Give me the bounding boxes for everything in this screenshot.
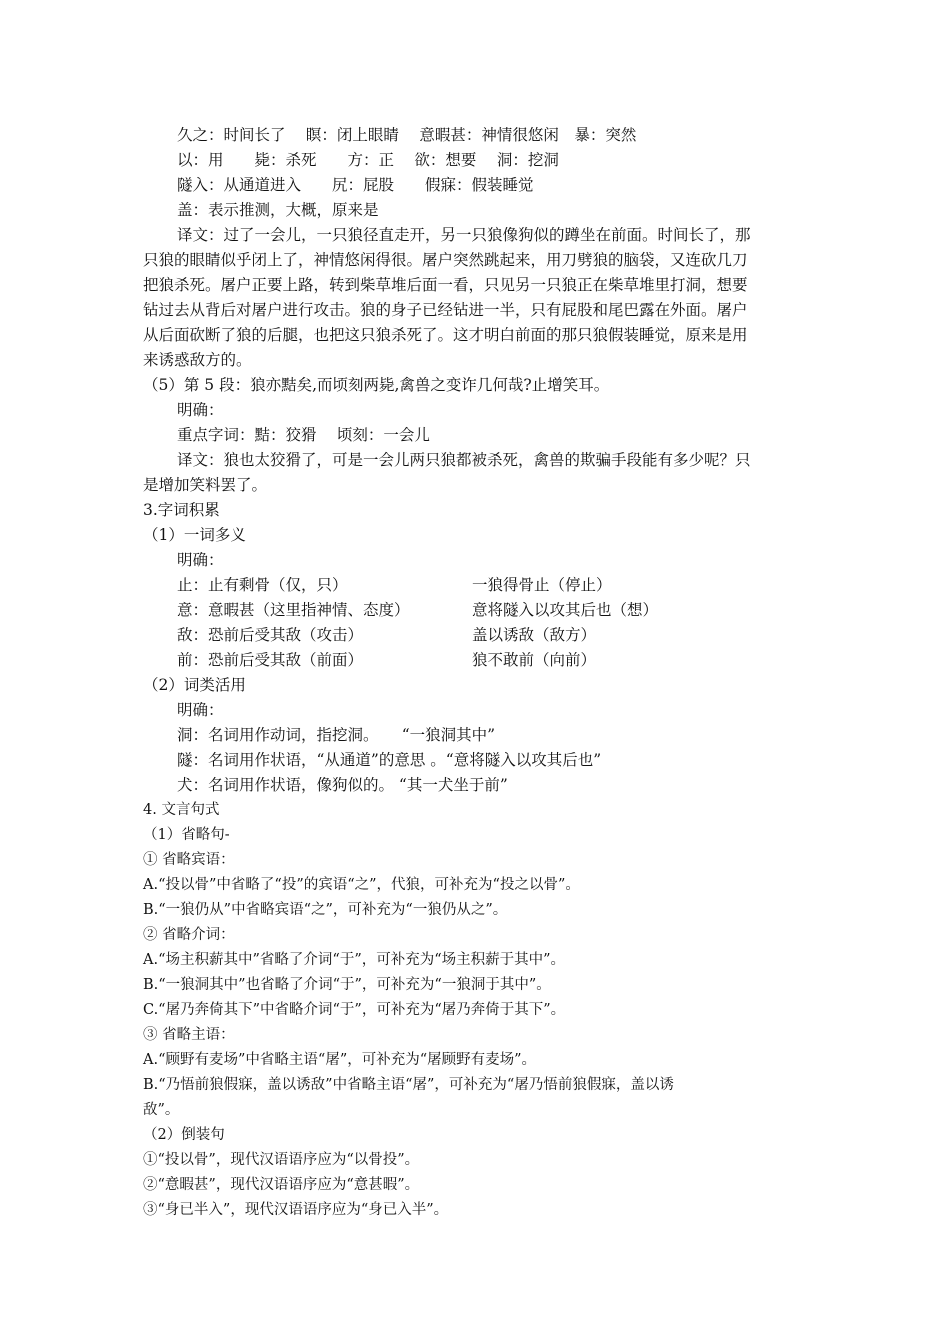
translation-5-line-2: 是增加笑料罢了。: [143, 476, 268, 494]
omit-preposition-heading: ② 省略介词：: [143, 927, 235, 943]
inversion-2: ②“意暇甚”，现代汉语语序应为“意甚暇”。: [143, 1177, 420, 1193]
word-class-heading: （2）词类活用: [143, 676, 246, 694]
omit-subject-b-line-2: 敌”。: [143, 1102, 180, 1118]
polysemy-left-3: 敌：恐前后受其敌（攻击）: [177, 626, 364, 644]
translation-line-3: 把狼杀死。屠户正要上路，转到柴草堆后面一看，只见另一只狼正在柴草堆里打洞，想要: [143, 276, 748, 294]
word-class-line-3: 犬：名词用作状语，像狗似的。 “其一犬坐于前”: [177, 776, 508, 794]
translation-line-1: 译文：过了一会儿，一只狼径直走开，另一只狼像狗似的蹲坐在前面。时间长了，那: [177, 226, 751, 244]
translation-line-4: 钻过去从背后对屠户进行攻击。狼的身子已经钻进一半，只有屁股和尾巴露在外面。屠户: [143, 301, 748, 319]
polysemy-left-2: 意：意暇甚（这里指神情、态度）: [177, 601, 410, 619]
polysemy-right-1: 一狼得骨止（停止）: [472, 576, 612, 594]
vocab-line-1: 久之：时间长了 瞑：闭上眼睛 意暇甚：神情很悠闲 暴：突然: [177, 126, 637, 144]
key-words-line: 重点字词：黠：狡猾 顷刻：一会儿: [177, 426, 430, 444]
polysemy-left-1: 止：止有剩骨（仅，只）: [177, 576, 348, 594]
polysemy-right-3: 盖以诱敌（敌方）: [472, 626, 597, 644]
ellipsis-heading: （1）省略句-: [143, 827, 230, 843]
omit-subject-a: A.“顾野有麦场”中省略主语“屠”，可补充为“屠顾野有麦场”。: [143, 1052, 537, 1068]
clarify-label: 明确：: [177, 401, 224, 419]
translation-line-2: 只狼的眼睛似乎闭上了，神情悠闲得很。屠户突然跳起来，用刀劈狼的脑袋，又连砍几刀: [143, 251, 748, 269]
omit-preposition-a: A.“场主积薪其中”省略了介词“于”，可补充为“场主积薪于其中”。: [143, 952, 566, 968]
translation-line-5: 从后面砍断了狼的后腿，也把这只狼杀死了。这才明白前面的那只狼假装睡觉，原来是用: [143, 326, 748, 344]
word-class-line-2: 隧：名词用作状语，“从通道”的意思 。“意将隧入以攻其后也”: [177, 751, 602, 769]
vocab-line-2: 以：用 毙：杀死 方：正 欲：想要 洞：挖洞: [177, 151, 559, 169]
polysemy-right-4: 狼不敢前（向前）: [472, 651, 597, 669]
omit-preposition-b: B.“一狼洞其中”也省略了介词“于”，可补充为“一狼洞于其中”。: [143, 977, 551, 993]
translation-5-line-1: 译文：狼也太狡猾了，可是一会儿两只狼都被杀死，禽兽的欺骗手段能有多少呢？只: [177, 451, 751, 469]
word-class-line-1: 洞：名词用作动词，指挖洞。 “一狼洞其中”: [177, 726, 496, 744]
inversion-3: ③“身已半入”，现代汉语语序应为“身已入半”。: [143, 1202, 449, 1218]
inversion-heading: （2）倒装句: [143, 1127, 225, 1143]
translation-line-6: 来诱惑敌方的。: [143, 351, 252, 369]
omit-subject-heading: ③ 省略主语：: [143, 1027, 235, 1043]
polysemy-left-4: 前：恐前后受其敌（前面）: [177, 651, 364, 669]
clarify-label: 明确：: [177, 551, 224, 569]
clarify-label: 明确：: [177, 701, 224, 719]
inversion-1: ①“投以骨”，现代汉语语序应为“以骨投”。: [143, 1152, 420, 1168]
omit-subject-b-line-1: B.“乃悟前狼假寐，盖以诱敌”中省略主语“屠”，可补充为“屠乃悟前狼假寐，盖以诱: [143, 1077, 674, 1093]
vocab-line-3: 隧入：从通道进入 尻：屁股 假寐：假装睡觉: [177, 176, 534, 194]
omit-object-a: A.“投以骨”中省略了“投”的宾语“之”，代狼，可补充为“投之以骨”。: [143, 877, 580, 893]
omit-preposition-c: C.“屠乃奔倚其下”中省略介词“于”，可补充为“屠乃奔倚于其下”。: [143, 1002, 566, 1018]
omit-object-b: B.“一狼仍从”中省略宾语“之”，可补充为“一狼仍从之”。: [143, 902, 508, 918]
section-5-heading: （5）第 5 段：狼亦黠矣,而顷刻两毙,禽兽之变诈几何哉?止增笑耳。: [143, 376, 610, 394]
section-3-heading: 3.字词积累: [143, 501, 220, 519]
vocab-line-4: 盖：表示推测，大概，原来是: [177, 201, 379, 219]
polysemy-heading: （1）一词多义: [143, 526, 246, 544]
polysemy-right-2: 意将隧入以攻其后也（想）: [472, 601, 659, 619]
omit-object-heading: ① 省略宾语：: [143, 852, 235, 868]
section-4-heading: 4. 文言句式: [143, 802, 220, 818]
